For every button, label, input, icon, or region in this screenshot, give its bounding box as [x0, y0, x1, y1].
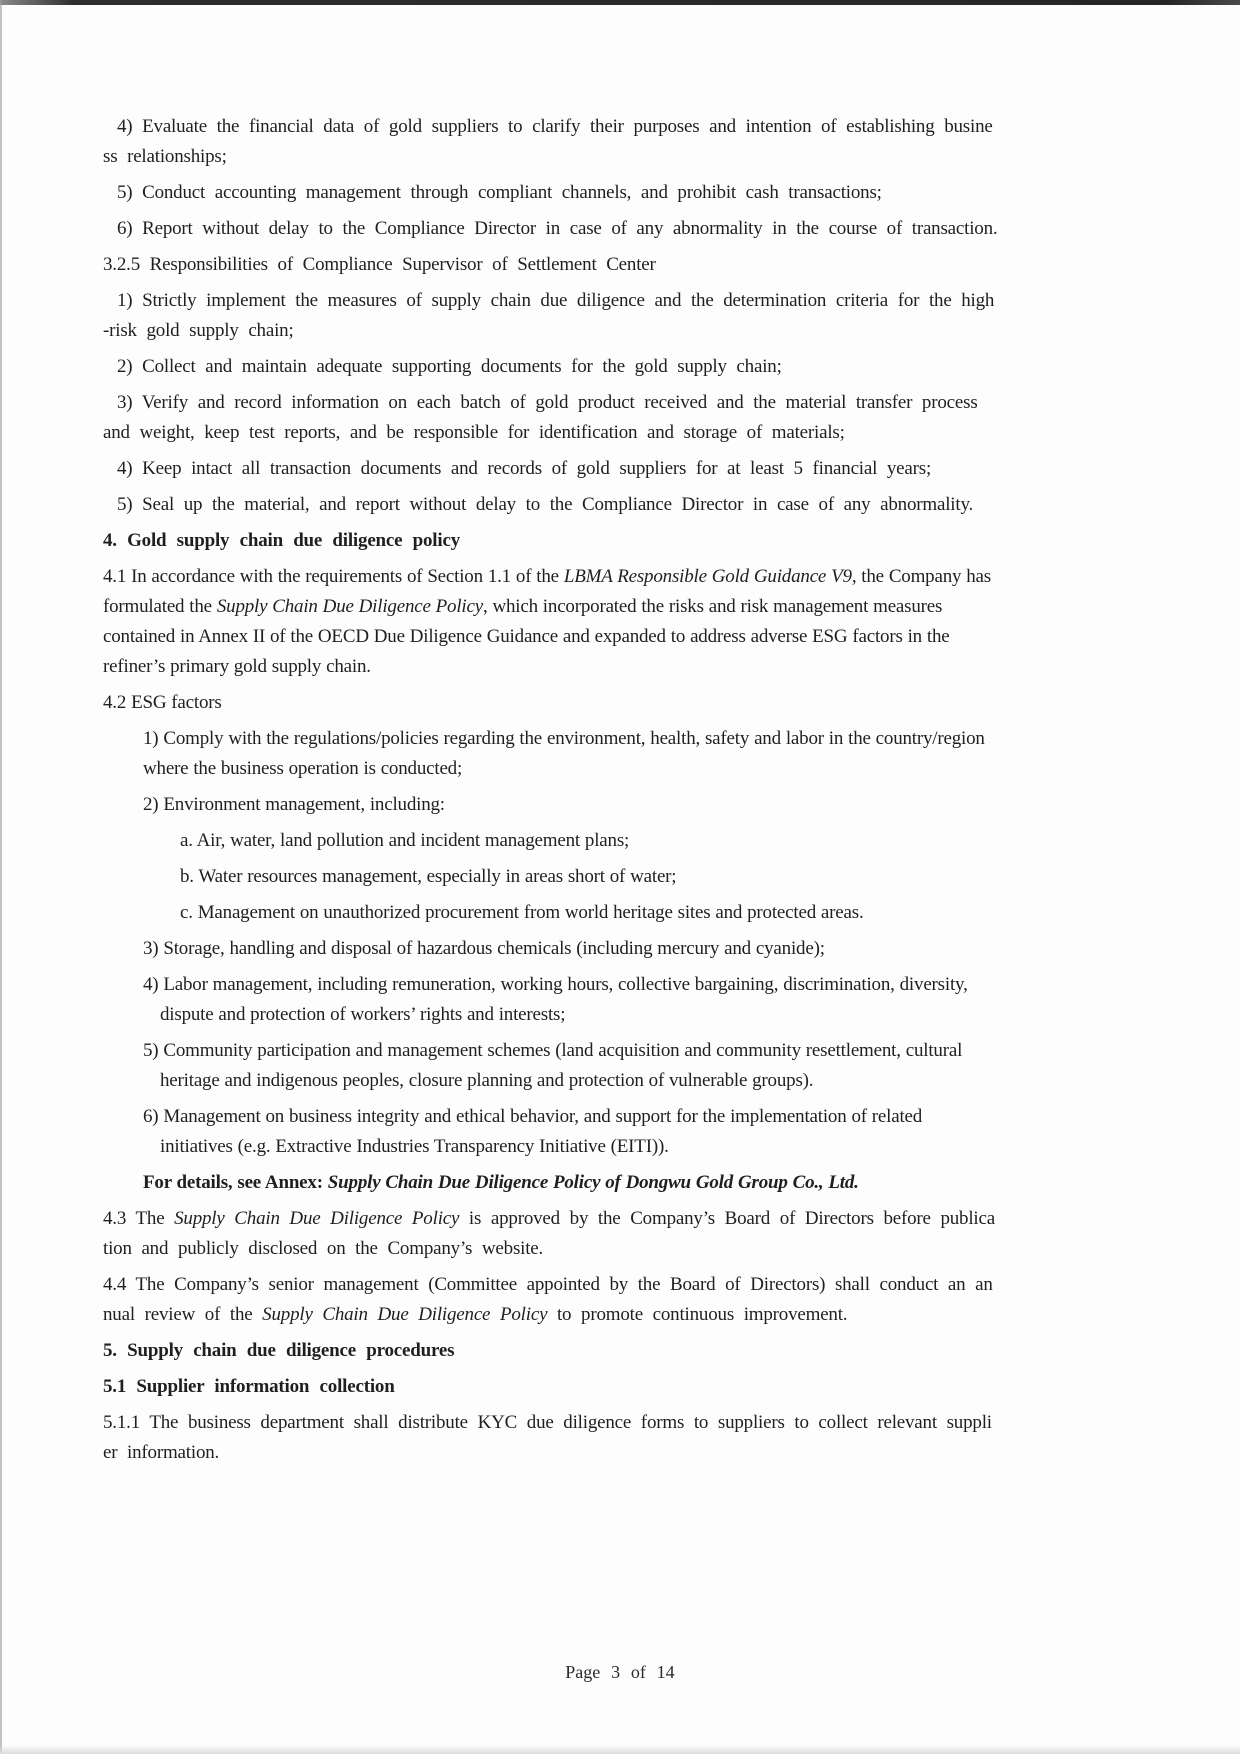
esg-item-4 [103, 970, 1039, 1030]
text-line: 4) Evaluate the financial data of gold suppliers to clarify their purposes and intention of establishing busine [117, 116, 993, 137]
text-line: 5.1.1 The business department shall distribute KYC due diligence forms to suppliers to collect relevant suppli [103, 1412, 992, 1433]
list-item-3 [103, 388, 1039, 448]
section-heading-4-2 [103, 688, 1039, 718]
text-line: where the business operation is conducted; [143, 758, 463, 779]
text-line: For details, see Annex: Supply Chain Due Diligence Policy of Dongwu Gold Group Co., Ltd. [143, 1172, 859, 1193]
text-line: 2) Environment management, including: [143, 794, 445, 815]
text-line: ss relationships; [103, 146, 227, 167]
text-line: dispute and protection of workers’ rights and interests; [160, 1004, 566, 1025]
text-line: 4) Keep intact all transaction documents and records of gold suppliers for at least 5 financial years; [117, 458, 932, 479]
text-line: 4. Gold supply chain due diligence policy [103, 530, 460, 551]
scan-bottom-edge-artifact [0, 1745, 1240, 1754]
list-item-1 [103, 286, 1039, 346]
esg-item-2a [103, 826, 1039, 856]
esg-item-2b [103, 862, 1039, 892]
text-line: and weight, keep test reports, and be responsible for identification and storage of materials; [103, 422, 845, 443]
esg-item-6 [103, 1102, 1039, 1162]
list-item-6 [103, 214, 1039, 244]
text-line: contained in Annex II of the OECD Due Diligence Guidance and expanded to address adverse ESG factors in the [103, 626, 950, 647]
text-line: 2) Collect and maintain adequate supporting documents for the gold supply chain; [117, 356, 782, 377]
text-line: er information. [103, 1442, 220, 1463]
text-line: 3) Storage, handling and disposal of hazardous chemicals (including mercury and cyanide); [143, 938, 825, 959]
text-line: 1) Strictly implement the measures of supply chain due diligence and the determination criteria for the high [117, 290, 995, 311]
section-heading-5 [103, 1336, 1039, 1366]
text-line: initiatives (e.g. Extractive Industries Transparency Initiative (EITI)). [160, 1136, 669, 1157]
paragraph-4-4 [103, 1270, 1039, 1330]
text-line: c. Management on unauthorized procurement from world heritage sites and protected areas. [180, 902, 864, 923]
text-line: 6) Report without delay to the Compliance Director in case of any abnormality in the course of transaction. [117, 218, 998, 239]
text-line: 5) Seal up the material, and report without delay to the Compliance Director in case of any abnormality. [117, 494, 974, 515]
section-heading-4 [103, 526, 1039, 556]
text-line: formulated the Supply Chain Due Diligence Policy, which incorporated the risks and risk management measures [103, 596, 943, 617]
list-item-2 [103, 352, 1039, 382]
list-item-5 [103, 178, 1039, 208]
text-line: 4.1 In accordance with the requirements of Section 1.1 of the LBMA Responsible Gold Guidance V9, the Company has [103, 566, 991, 587]
esg-item-3 [103, 934, 1039, 964]
text-line: 1) Comply with the regulations/policies regarding the environment, health, safety and labor in the country/region [143, 728, 985, 749]
page-number: Page 3 of 14 [565, 1662, 675, 1682]
text-line: 4.3 The Supply Chain Due Diligence Policy is approved by the Company’s Board of Directors before publica [103, 1208, 995, 1229]
esg-item-2 [103, 790, 1039, 820]
text-line: 4.2 ESG factors [103, 692, 222, 713]
text-line: nual review of the Supply Chain Due Diligence Policy to promote continuous improvement. [103, 1304, 848, 1325]
text-line: 4) Labor management, including remuneration, working hours, collective bargaining, discrimination, diversity, [143, 974, 968, 995]
esg-item-1 [103, 724, 1039, 784]
text-line: 5. Supply chain due diligence procedures [103, 1340, 455, 1361]
text-line: b. Water resources management, especially in areas short of water; [180, 866, 677, 887]
text-line: 3.2.5 Responsibilities of Compliance Supervisor of Settlement Center [103, 254, 656, 275]
text-line: 4.4 The Company’s senior management (Committee appointed by the Board of Directors) shall conduct an an [103, 1274, 993, 1295]
text-line: 5) Conduct accounting management through compliant channels, and prohibit cash transactions; [117, 182, 882, 203]
list-item-4b [103, 454, 1039, 484]
section-heading-5-1 [103, 1372, 1039, 1402]
text-line: 5.1 Supplier information collection [103, 1376, 395, 1397]
text-line: -risk gold supply chain; [103, 320, 294, 341]
section-heading-3-2-5 [103, 250, 1039, 280]
text-line: a. Air, water, land pollution and incident management plans; [180, 830, 630, 851]
list-item-5b [103, 490, 1039, 520]
text-line: 3) Verify and record information on each batch of gold product received and the material transfer process [117, 392, 978, 413]
scan-top-edge-artifact [0, 0, 1240, 5]
esg-item-5 [103, 1036, 1039, 1096]
text-line: refiner’s primary gold supply chain. [103, 656, 371, 677]
text-line: tion and publicly disclosed on the Company’s website. [103, 1238, 544, 1259]
document-body [103, 112, 1039, 1468]
paragraph-5-1-1 [103, 1408, 1039, 1468]
paragraph-4-3 [103, 1204, 1039, 1264]
text-line: heritage and indigenous peoples, closure planning and protection of vulnerable groups). [160, 1070, 814, 1091]
annex-reference [103, 1168, 1039, 1198]
paragraph-4-1 [103, 562, 1039, 682]
scan-left-edge-artifact [0, 0, 2, 1754]
text-line: 5) Community participation and management schemes (land acquisition and community resettlement, cultural [143, 1040, 963, 1061]
text-line: 6) Management on business integrity and ethical behavior, and support for the implementation of related [143, 1106, 923, 1127]
esg-item-2c [103, 898, 1039, 928]
list-item-4 [103, 112, 1039, 172]
